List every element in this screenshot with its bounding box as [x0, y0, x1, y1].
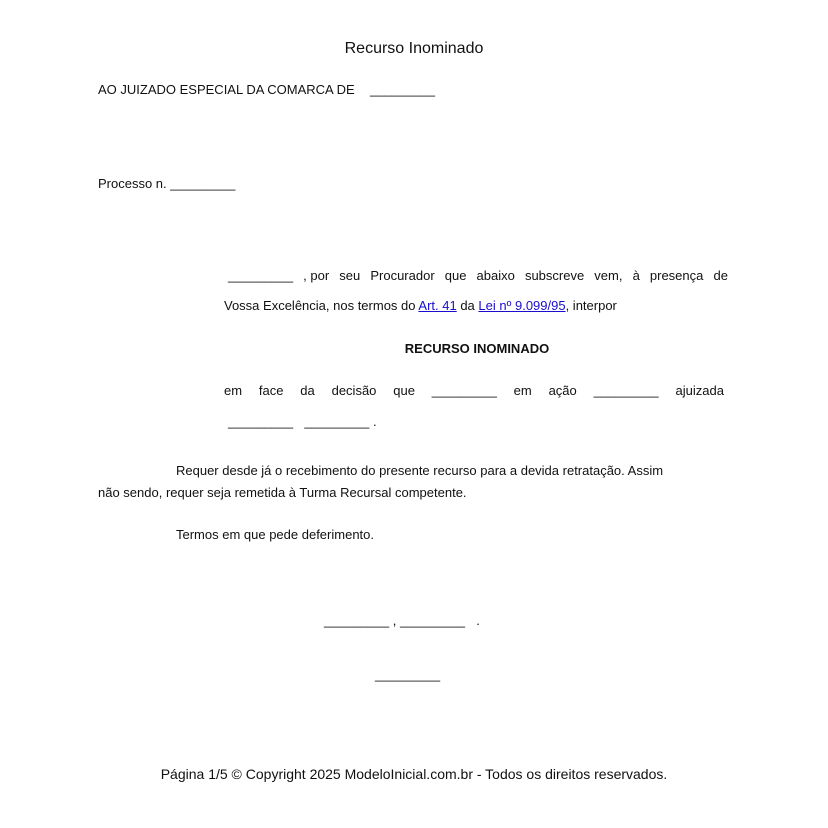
process-label: Processo n.: [98, 176, 167, 191]
intro-line-1: [228, 268, 728, 283]
action-blank: _________: [593, 383, 659, 398]
action-word: ação: [548, 383, 577, 398]
signature-line: _________: [375, 667, 441, 682]
decision-line-2: [228, 414, 377, 429]
decision-word: em: [224, 383, 243, 398]
page-footer: Página 1/5 © Copyright 2025 ModeloInicial.com.br - Todos os direitos reservados.: [160, 766, 668, 782]
filed-word: ajuizada: [675, 383, 724, 398]
request-line-1: Requer desde já o recebimento do presente recurso para a devida retratação. Assim: [176, 463, 664, 478]
intro-word: de: [713, 268, 728, 283]
decision-blank: _________: [431, 383, 497, 398]
date-blank: _________: [399, 613, 466, 628]
addressee-label: AO JUIZADO ESPECIAL DA COMARCA DE: [98, 82, 355, 97]
court-blank: _________: [228, 414, 294, 429]
intro-word: abaixo: [476, 268, 515, 283]
intro-between-links: da: [460, 298, 475, 313]
place-date-comma: ,: [392, 613, 397, 628]
petition-heading: RECURSO INOMINADO: [404, 341, 550, 356]
intro-word: à: [632, 268, 640, 283]
closing-line: Termos em que pede deferimento.: [176, 527, 374, 542]
intro-word: , por: [303, 268, 330, 283]
law-9099-link[interactable]: Lei nº 9.099/95: [478, 298, 566, 313]
intro-line2-start: Vossa Excelência, nos termos do: [224, 298, 416, 313]
request-line-2: não sendo, requer seja remetida à Turma Recursal competente.: [98, 485, 467, 500]
decision-word: face: [258, 383, 284, 398]
place-date-line: [324, 613, 480, 628]
intro-word: que: [444, 268, 467, 283]
document-title: Recurso Inominado: [344, 40, 484, 57]
intro-word: presença: [649, 268, 704, 283]
action-word: em: [513, 383, 532, 398]
process-number-line: [98, 176, 235, 191]
process-blank: _________: [170, 176, 236, 191]
addressee-blank: _________: [369, 82, 436, 97]
decision-period: .: [373, 414, 377, 429]
place-blank: _________: [324, 613, 390, 628]
decision-word: que: [393, 383, 415, 398]
decision-line-1: [224, 383, 724, 398]
intro-word: vem,: [594, 268, 623, 283]
date-blank: _________: [304, 414, 370, 429]
intro-word: Procurador: [370, 268, 435, 283]
intro-blank: _________: [228, 268, 294, 283]
intro-word: seu: [339, 268, 361, 283]
decision-word: da: [300, 383, 315, 398]
place-date-period: .: [476, 613, 480, 628]
article-41-link[interactable]: Art. 41: [418, 298, 457, 313]
intro-line2-end: , interpor: [565, 298, 617, 313]
intro-line-2: [224, 298, 617, 313]
intro-word: subscreve: [524, 268, 585, 283]
addressee-line: [98, 82, 435, 97]
decision-word: decisão: [331, 383, 377, 398]
